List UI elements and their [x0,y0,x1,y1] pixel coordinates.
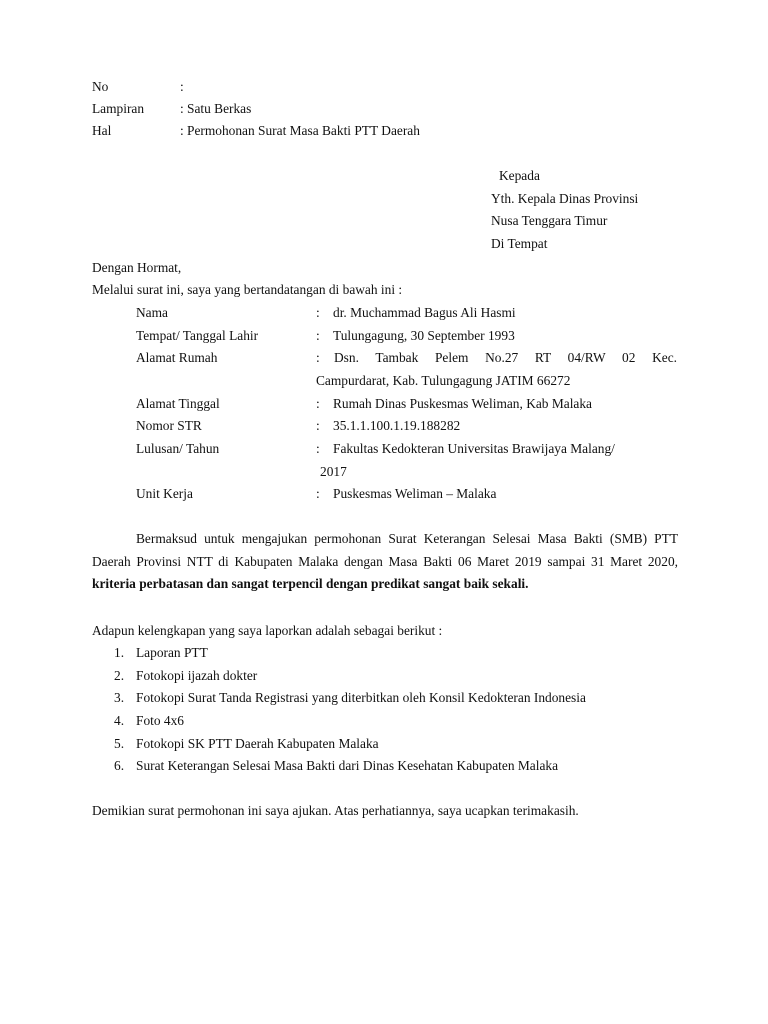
closing-line: Demikian surat permohonan ini saya ajukan. Atas perhatiannya, saya ucapkan terimakasih. [92,803,579,818]
list-item [92,642,692,665]
list-item [92,687,692,710]
header-no-label: No [92,79,109,94]
identity-colon: : [316,328,320,343]
header-lampiran-label: Lampiran [92,101,145,116]
list-item-number: 5. [114,735,125,751]
identity-colon: : [316,418,320,433]
identity-colon: : [316,396,320,411]
identity-colon: : [316,350,320,365]
identity-value: dr. Muchammad Bagus Ali Hasmi [333,305,516,320]
identity-colon: : [316,486,320,501]
identity-value: Puskesmas Weliman – Malaka [333,486,497,501]
header-no-colon: : [180,79,184,94]
identity-key: Lulusan/ Tahun [136,441,220,456]
header-lampiran-value: Satu Berkas [187,101,252,116]
list-item [92,733,692,756]
recipient-block [491,165,751,256]
list-item-text: Fotokopi ijazah dokter [136,667,258,683]
identity-key: Nomor STR [136,418,202,433]
list-item-text: Fotokopi SK PTT Daerah Kabupaten Malaka [136,735,379,751]
list-item-text: Surat Keterangan Selesai Masa Bakti dari Dinas Kesehatan Kabupaten Malaka [136,758,559,774]
identity-value: Fakultas Kedokteran Universitas Brawijaya Malang/ [333,441,615,456]
list-item-number: 2. [114,667,125,683]
attachments-intro: Adapun kelengkapan yang saya laporkan adalah sebagai berikut : [92,623,443,638]
identity-key: Tempat/ Tanggal Lahir [136,328,259,343]
identity-key: Unit Kerja [136,486,193,501]
identity-value: 35.1.1.100.1.19.188282 [333,418,461,433]
body-paragraph [92,528,678,596]
list-item [92,710,692,733]
identity-colon: : [316,441,320,456]
greeting: Dengan Hormat, [92,260,182,275]
body-paragraph-bold: kriteria perbatasan dan sangat terpencil dengan predikat sangat baik sekali. [92,576,529,592]
recipient-line: Kepada [499,168,540,183]
list-item-text: Foto 4x6 [136,713,184,729]
identity-key: Alamat Rumah [136,350,218,365]
list-item-number: 4. [114,713,125,729]
list-item [92,665,692,688]
header-hal-value: Permohonan Surat Masa Bakti PTT Daerah [187,123,420,138]
identity-value: Rumah Dinas Puskesmas Weliman, Kab Malaka [333,396,593,411]
identity-key: Nama [136,305,168,320]
identity-value: Tulungagung, 30 September 1993 [333,328,515,343]
intro-line: Melalui surat ini, saya yang bertandatangan di bawah ini : [92,282,403,297]
header-lampiran-colon: : [180,101,184,116]
list-item-number: 6. [114,758,125,774]
recipient-line: Di Tempat [491,236,548,252]
list-item-number: 3. [114,690,125,706]
identity-colon: : [316,305,320,320]
identity-value-lulusan-line2: 2017 [320,464,347,479]
list-item-text: Fotokopi Surat Tanda Registrasi yang diterbitkan oleh Konsil Kedokteran Indonesia [136,690,586,706]
list-item-text: Laporan PTT [136,645,208,660]
header-hal-label: Hal [92,123,112,138]
body-paragraph-text: Bermaksud untuk mengajukan permohonan Surat Keterangan Selesai Masa Bakti (SMB) PTT Daerah Provinsi NTT di Kabupaten Malaka dengan Masa Bakti 06 Maret 2019 sampai 31 Maret 2020, [92,531,678,569]
list-item-number: 1. [114,645,125,660]
header-hal-colon: : [180,123,184,138]
list-item [92,755,692,778]
identity-key: Alamat Tinggal [136,396,220,411]
recipient-line: Nusa Tenggara Timur [491,213,608,229]
identity-value-alamat-line1: Dsn. Tambak Pelem No.27 RT 04/RW 02 Kec. [334,350,677,365]
recipient-line: Yth. Kepala Dinas Provinsi [491,190,639,206]
attachments-list [92,642,692,778]
identity-value-alamat-line2: Campurdarat, Kab. Tulungagung JATIM 66272 [316,373,571,388]
